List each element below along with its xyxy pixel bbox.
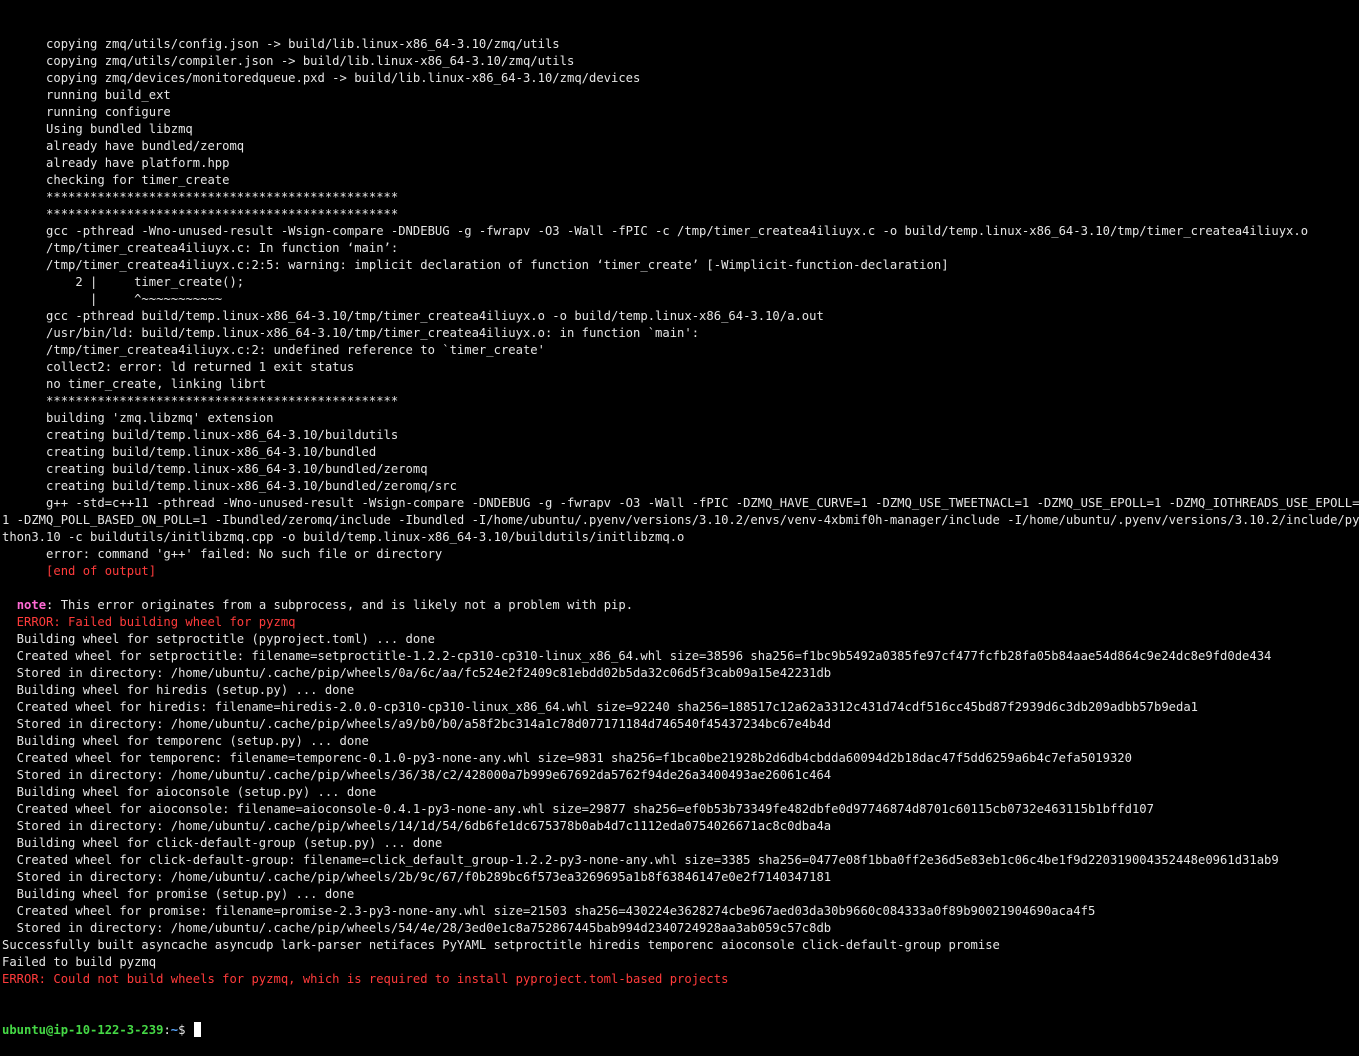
terminal-line: Created wheel for hiredis: filename=hiredis-2.0.0-cp310-cp310-linux_x86_64.whl size=92240 sha256=188517c12a62a3312c431d74cdf516cc45bd87f2939d6c3db209adbb57b9eda1: [2, 700, 1199, 714]
terminal-line: /usr/bin/ld: build/temp.linux-x86_64-3.10/tmp/timer_createa4iliuyx.o: in function `main':: [2, 326, 700, 340]
note-text: : This error originates from a subprocess, and is likely not a problem with pip.: [46, 598, 634, 612]
terminal-line: /tmp/timer_createa4iliuyx.c:2: undefined reference to `timer_create': [2, 343, 545, 357]
terminal-line: Building wheel for click-default-group (setup.py) ... done: [2, 836, 443, 850]
terminal-line: Created wheel for promise: filename=promise-2.3-py3-none-any.whl size=21503 sha256=430224e3628274cbe967aed03da30b9660c084333a0f89b90021904690aca4f5: [2, 904, 1096, 918]
terminal-line: Created wheel for setproctitle: filename=setproctitle-1.2.2-cp310-cp310-linux_x86_64.whl size=38596 sha256=f1bc9b5492a0385fe97cf477fcfb28fa05b84aae54d864c9e24dc8e9fd0de434: [2, 649, 1272, 663]
terminal-line: running build_ext: [2, 88, 171, 102]
terminal-line: Building wheel for promise (setup.py) ... done: [2, 887, 355, 901]
terminal-line: building 'zmq.libzmq' extension: [2, 411, 274, 425]
terminal-line: copying zmq/devices/monitoredqueue.pxd -> build/lib.linux-x86_64-3.10/zmq/devices: [2, 71, 641, 85]
terminal-line: copying zmq/utils/compiler.json -> build/lib.linux-x86_64-3.10/zmq/utils: [2, 54, 575, 68]
terminal-line: Stored in directory: /home/ubuntu/.cache/pip/wheels/2b/9c/67/f0b289bc6f573ea3269695a1b8f63846147e0e2f7140347181: [2, 870, 832, 884]
terminal-line: Stored in directory: /home/ubuntu/.cache/pip/wheels/a9/b0/b0/a58f2bc314a1c78d077171184d746540f45437234bc67e4b4d: [2, 717, 832, 731]
terminal-line: no timer_create, linking librt: [2, 377, 267, 391]
terminal-line: Stored in directory: /home/ubuntu/.cache/pip/wheels/54/4e/28/3ed0e1c8a752867445bab994d2340724928aa3ab059c57c8db: [2, 921, 832, 935]
terminal-line: creating build/temp.linux-x86_64-3.10/bundled: [2, 445, 377, 459]
terminal-line: g++ -std=c++11 -pthread -Wno-unused-result -Wsign-compare -DNDEBUG -g -fwrapv -O3 -Wall -fPIC -DZMQ_HAVE_CURVE=1 -DZMQ_USE_TWEETNACL=1 -DZMQ_USE_EPOLL=1 -DZMQ_IOTHREADS_USE_EPOLL=: [2, 496, 1359, 510]
terminal-line: collect2: error: ld returned 1 exit status: [2, 360, 355, 374]
terminal-line: gcc -pthread build/temp.linux-x86_64-3.10/tmp/timer_createa4iliuyx.o -o build/temp.linux-x86_64-3.10/a.out: [2, 309, 824, 323]
terminal-line: Created wheel for temporenc: filename=temporenc-0.1.0-py3-none-any.whl size=9831 sha256=f1bca0be21928b2d6db4cbdda60094d2b18dac47f5dd6259a6b4c7efa5019320: [2, 751, 1132, 765]
terminal-line: | ^~~~~~~~~~~~: [2, 292, 223, 306]
terminal-line: gcc -pthread -Wno-unused-result -Wsign-compare -DNDEBUG -g -fwrapv -O3 -Wall -fPIC -c /tmp/timer_createa4iliuyx.c -o build/temp.linux-x86_64-3.10/tmp/timer_createa4iliuyx.o: [2, 224, 1309, 238]
terminal-line: 2 | timer_create();: [2, 275, 245, 289]
terminal-line: thon3.10 -c buildutils/initlibzmq.cpp -o build/temp.linux-x86_64-3.10/buildutils/initlibzmq.o: [2, 530, 685, 544]
terminal-line: checking for timer_create: [2, 173, 230, 187]
terminal-line: ************************************************: [2, 394, 399, 408]
prompt-symbol: $: [178, 1023, 193, 1037]
terminal-line: error: command 'g++' failed: No such file or directory: [2, 547, 443, 561]
terminal-line: [end of output]: [2, 564, 157, 578]
prompt-path: ~: [170, 1023, 179, 1037]
terminal-line: Using bundled libzmq: [2, 122, 193, 136]
terminal-line: [2, 597, 1299, 614]
terminal-line: already have bundled/zeromq: [2, 139, 245, 153]
text-cursor: [194, 1022, 201, 1037]
terminal-line: [2, 580, 1299, 597]
terminal-line: Created wheel for click-default-group: filename=click_default_group-1.2.2-py3-none-any.whl size=3385 sha256=0477e08f1bba0ff2e36d5e83eb1c06c4be1f9d220319004352448e0961d31ab9: [2, 853, 1279, 867]
terminal-line: Stored in directory: /home/ubuntu/.cache/pip/wheels/0a/6c/aa/fc524e2f2409c81ebdd02b5da32c06d5f3cab09a15e42231db: [2, 666, 832, 680]
terminal-line: creating build/temp.linux-x86_64-3.10/buildutils: [2, 428, 399, 442]
shell-prompt-line[interactable]: [2, 1022, 1299, 1039]
terminal-line: Created wheel for aioconsole: filename=aioconsole-0.4.1-py3-none-any.whl size=29877 sha256=ef0b53b73349fe482dbfe0d97746874d8701c60115cb0732e463115b1bffd107: [2, 802, 1154, 816]
terminal-line: Building wheel for aioconsole (setup.py) ... done: [2, 785, 377, 799]
terminal-line: Building wheel for temporenc (setup.py) ... done: [2, 734, 369, 748]
note-label: note: [16, 598, 47, 612]
terminal-line: creating build/temp.linux-x86_64-3.10/bundled/zeromq: [2, 462, 428, 476]
terminal-line: Building wheel for setproctitle (pyproject.toml) ... done: [2, 632, 435, 646]
terminal-line: already have platform.hpp: [2, 156, 230, 170]
terminal-line: Stored in directory: /home/ubuntu/.cache/pip/wheels/36/38/c2/428000a7b999e67692da5762f94de26a3400493ae26061c464: [2, 768, 832, 782]
terminal-line: /tmp/timer_createa4iliuyx.c:2:5: warning: implicit declaration of function ‘timer_create’ [-Wimplicit-function-declaration]: [2, 258, 949, 272]
prompt-user-host: ubuntu@ip-10-122-3-239: [2, 1023, 164, 1037]
terminal-line: ************************************************: [2, 207, 399, 221]
terminal-line: ERROR: Could not build wheels for pyzmq, which is required to install pyproject.toml-based projects: [2, 972, 729, 986]
terminal-line: running configure: [2, 105, 171, 119]
terminal-line: Building wheel for hiredis (setup.py) ... done: [2, 683, 355, 697]
terminal-line: Stored in directory: /home/ubuntu/.cache/pip/wheels/14/1d/54/6db6fe1dc675378b0ab4d7c1112eda0754026671ac8c0dba4a: [2, 819, 832, 833]
terminal-output: [2, 36, 1359, 988]
terminal-line: copying zmq/utils/config.json -> build/lib.linux-x86_64-3.10/zmq/utils: [2, 37, 560, 51]
terminal-line: /tmp/timer_createa4iliuyx.c: In function ‘main’:: [2, 241, 399, 255]
terminal-line: 1 -DZMQ_POLL_BASED_ON_POLL=1 -Ibundled/zeromq/include -Ibundled -I/home/ubuntu/.pyenv/versions/3.10.2/envs/venv-4xbmif0h-manager/include -I/home/ubuntu/.pyenv/versions/3.10.2/include/py: [2, 513, 1359, 527]
terminal-line: ************************************************: [2, 190, 399, 204]
prompt-separator: :: [163, 1023, 171, 1037]
terminal-line: Failed to build pyzmq: [2, 955, 157, 969]
terminal-line: creating build/temp.linux-x86_64-3.10/bundled/zeromq/src: [2, 479, 457, 493]
terminal-line: Successfully built asyncache asyncudp lark-parser netifaces PyYAML setproctitle hiredis temporenc aioconsole click-default-group promise: [2, 938, 1000, 952]
terminal-window[interactable]: [2, 2, 1359, 1037]
terminal-line: ERROR: Failed building wheel for pyzmq: [2, 615, 296, 629]
